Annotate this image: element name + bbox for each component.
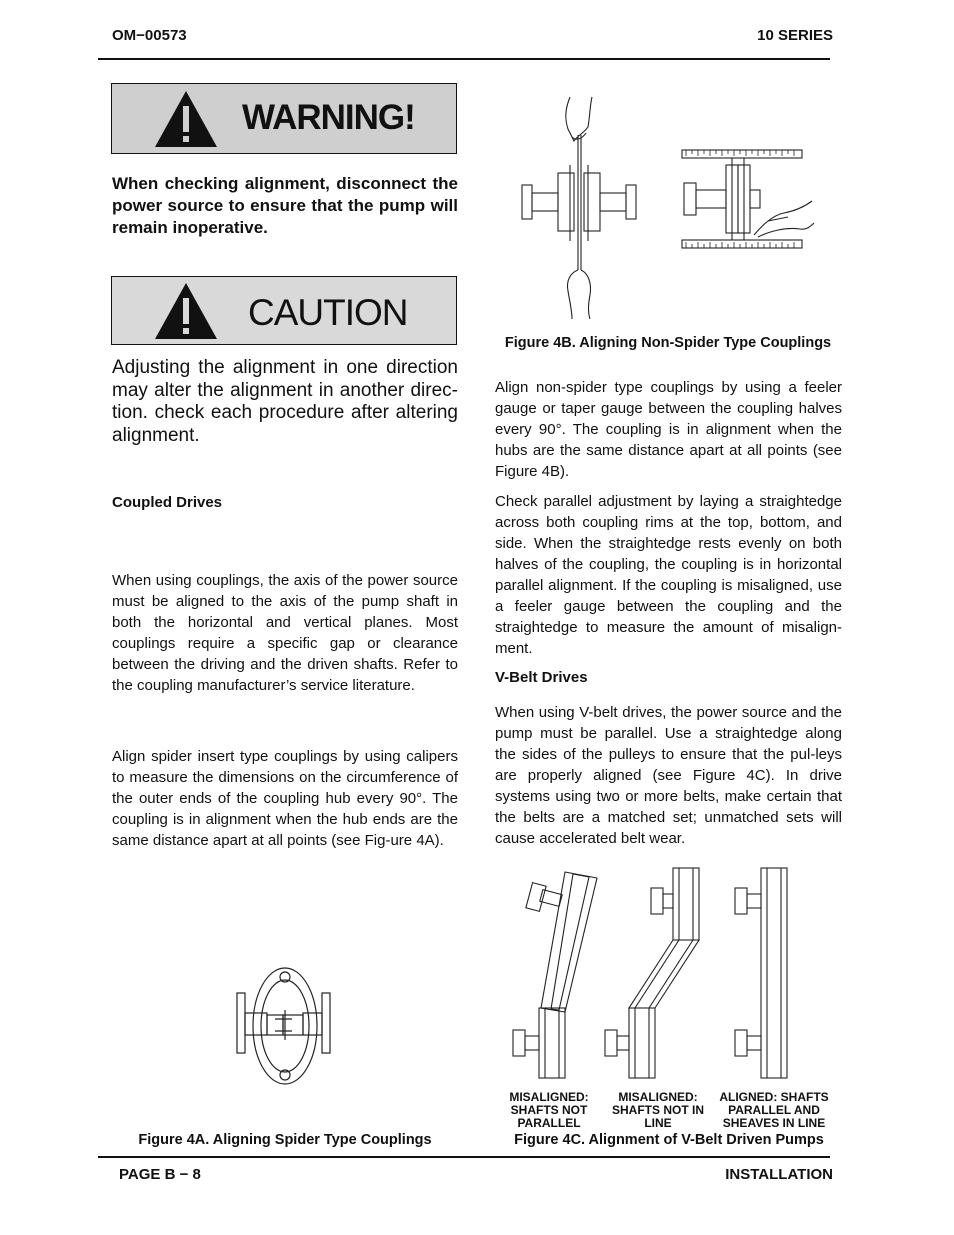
figure-4c-label-aligned: ALIGNED: SHAFTS PARALLEL AND SHEAVES IN LINE — [719, 1090, 829, 1130]
figure-4c-label-not-parallel: MISALIGNED: SHAFTS NOT PARALLEL — [509, 1090, 589, 1130]
figure-4c-caption: Figure 4C. Alignment of V-Belt Driven Pumps — [514, 1132, 824, 1148]
footer-rule — [98, 1156, 830, 1158]
page-number: PAGE B − 8 — [119, 1166, 201, 1183]
figure-4a-spider-coupling-drawing — [230, 965, 340, 1087]
parallel-adjustment-paragraph: Check parallel adjustment by laying a straightedge across both coupling rims at the top, bottom, and side. When the straightedge rests evenly on both halves of the coupling, the coupling is in horizontal parallel alignment. If the coupling is misaligned, use a feeler gauge between the coupling and the straightedge to measure the amount of misalign-ment. — [495, 493, 842, 657]
header-rule — [98, 58, 830, 60]
non-spider-paragraph: Align non-spider type couplings by using a feeler gauge or taper gauge between the coupling halves every 90°. The coupling is in alignment when the hubs are the same distance apart at all points (see Figure 4B). — [495, 379, 842, 480]
v-belt-heading: V-Belt Drives — [495, 669, 588, 686]
document-number: OM−00573 — [112, 27, 187, 44]
warning-triangle-icon — [154, 90, 218, 148]
figure-4b-caption: Figure 4B. Aligning Non-Spider Type Couplings — [504, 335, 832, 351]
figure-4c-label-not-in-line: MISALIGNED: SHAFTS NOT IN LINE — [612, 1090, 704, 1130]
warning-title: WARNING! — [242, 98, 415, 137]
v-belt-aligned — [735, 868, 787, 1078]
series-label: 10 SERIES — [757, 27, 833, 44]
caution-text: Adjusting the alignment in one direction may alter the alignment in another direc-tion. check each procedure after altering alignment. — [112, 357, 458, 446]
coupled-drives-paragraph: When using couplings, the axis of the power source must be aligned to the axis of the pump shaft in both the horizontal and vertical planes. Most couplings require a specific gap or clearance between the driving and the driven shafts. Refer to the coupling manufacturer’s service literature. — [112, 572, 458, 694]
spider-coupling-paragraph: Align spider insert type couplings by using calipers to measure the dimensions on the circumference of the outer ends of the coupling hub every 90°. The coupling is in alignment when the hub ends are the same distance apart at all points (see Fig-ure 4A). — [112, 748, 458, 849]
v-belt-not-in-line — [605, 868, 699, 1078]
v-belt-not-parallel — [513, 872, 597, 1078]
figure-4a-caption: Figure 4A. Aligning Spider Type Couplings — [138, 1132, 432, 1148]
figure-4c-v-belt-drawing — [505, 862, 835, 1084]
caution-banner — [111, 276, 457, 345]
section-label: INSTALLATION — [725, 1166, 833, 1183]
v-belt-paragraph: When using V-belt drives, the power source and the pump must be parallel. Use a straightedge along the sides of the pulleys to ensure that the pul-leys are properly aligned (see Figure 4C). In drive systems using two or more belts, make certain that the belts are a matched set; unmatched sets will cause accelerated belt wear. — [495, 704, 842, 847]
coupled-drives-heading: Coupled Drives — [112, 494, 223, 511]
caution-triangle-icon — [154, 282, 218, 340]
caution-title: CAUTION — [248, 292, 408, 333]
warning-banner — [111, 83, 457, 154]
figure-4b-non-spider-coupling-drawing — [518, 95, 818, 320]
warning-text: When checking alignment, disconnect the power source to ensure that the pump will remain inoperative. — [112, 174, 458, 237]
